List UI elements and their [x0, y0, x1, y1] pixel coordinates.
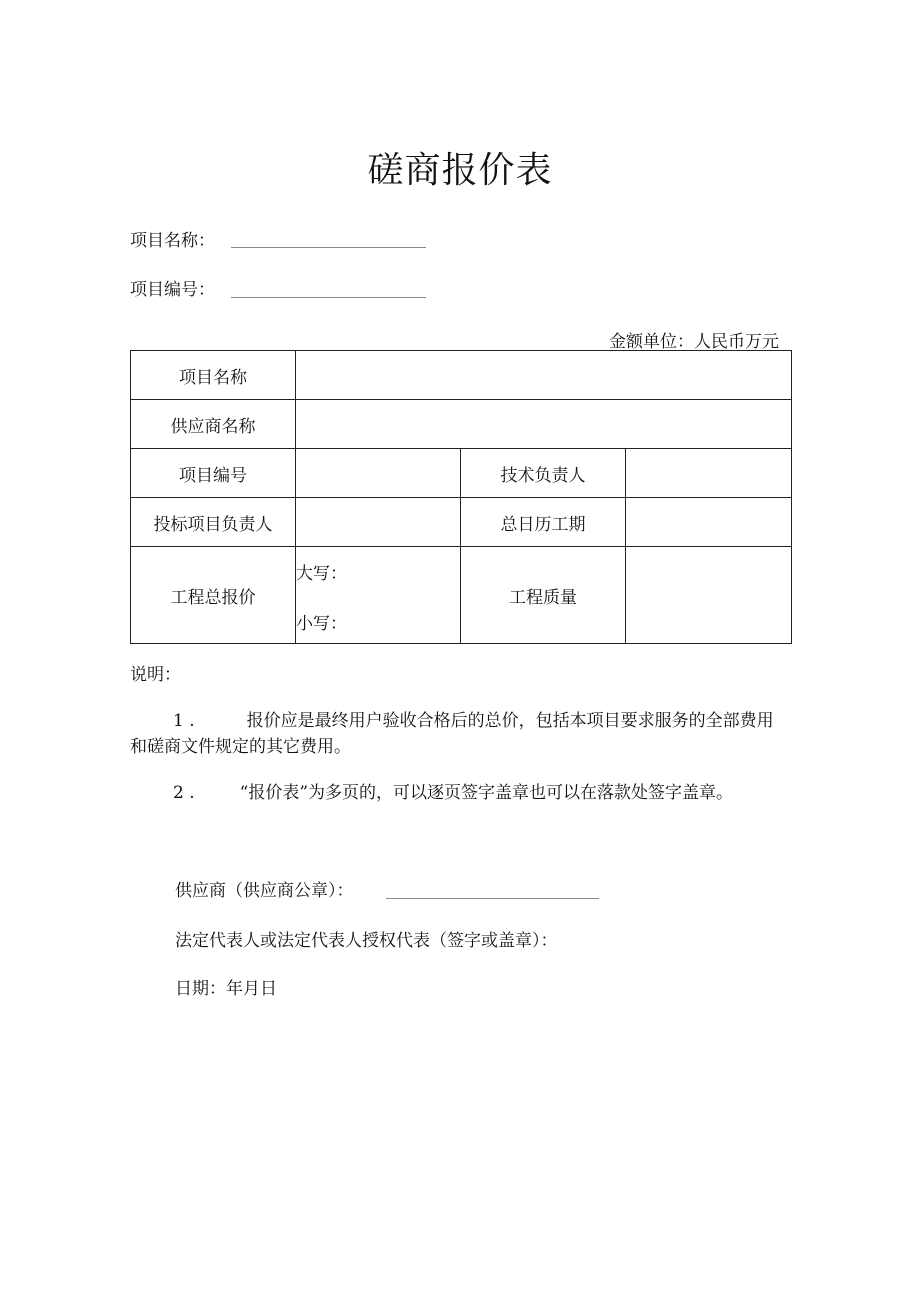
quality-label: 工程质量	[461, 547, 626, 644]
note-2-number: 2 .	[173, 783, 195, 803]
table-row	[131, 400, 792, 449]
project-name-input-line[interactable]	[231, 247, 426, 248]
table-row	[131, 351, 792, 400]
note-1-text: 报价应是最终用户验收合格后的总价，包括本项目要求服务的全部费用和磋商文件规定的其它费用。	[130, 711, 774, 757]
supplier-name-value[interactable]	[296, 400, 792, 449]
note-2-text: “报价表”为多页的，可以逐页签字盖章也可以在落款处签字盖章。	[239, 783, 734, 803]
note-item-1	[130, 708, 782, 760]
tech-lead-value[interactable]	[626, 449, 792, 498]
note-1-number: 1 .	[173, 711, 195, 731]
notes-title: 说明：	[130, 665, 181, 685]
total-days-label: 总日历工期	[461, 498, 626, 547]
table-row	[131, 547, 792, 644]
total-days-value[interactable]	[626, 498, 792, 547]
project-name-label: 项目名称：	[130, 231, 215, 251]
bid-lead-value[interactable]	[296, 498, 461, 547]
project-no-value[interactable]	[296, 449, 461, 498]
bid-lead-label: 投标项目负责人	[131, 498, 296, 547]
total-price-value[interactable]	[296, 547, 461, 644]
amount-unit: 金额单位：人民币万元	[609, 332, 779, 352]
quality-value[interactable]	[626, 547, 792, 644]
supplier-seal-label: 供应商（供应商公章）：	[175, 881, 354, 901]
note-item-2	[130, 780, 790, 806]
amount-upper-label: 大写：	[296, 564, 347, 584]
table-row	[131, 449, 792, 498]
project-name-cell-label: 项目名称	[131, 351, 296, 400]
legal-rep-label: 法定代表人或法定代表人授权代表（签字或盖章）：	[175, 931, 558, 951]
supplier-name-cell-label: 供应商名称	[131, 400, 296, 449]
table-row	[131, 498, 792, 547]
total-price-label: 工程总报价	[131, 547, 296, 644]
page-title: 磋商报价表	[367, 150, 553, 191]
tech-lead-label: 技术负责人	[461, 449, 626, 498]
project-name-value[interactable]	[296, 351, 792, 400]
project-no-label: 项目编号：	[130, 280, 215, 300]
date-label: 日期：年月日	[175, 979, 277, 999]
project-no-cell-label: 项目编号	[131, 449, 296, 498]
project-no-input-line[interactable]	[231, 297, 426, 298]
supplier-seal-input-line[interactable]	[386, 898, 599, 899]
amount-lower-label: 小写：	[296, 614, 347, 634]
quote-table	[130, 350, 792, 644]
